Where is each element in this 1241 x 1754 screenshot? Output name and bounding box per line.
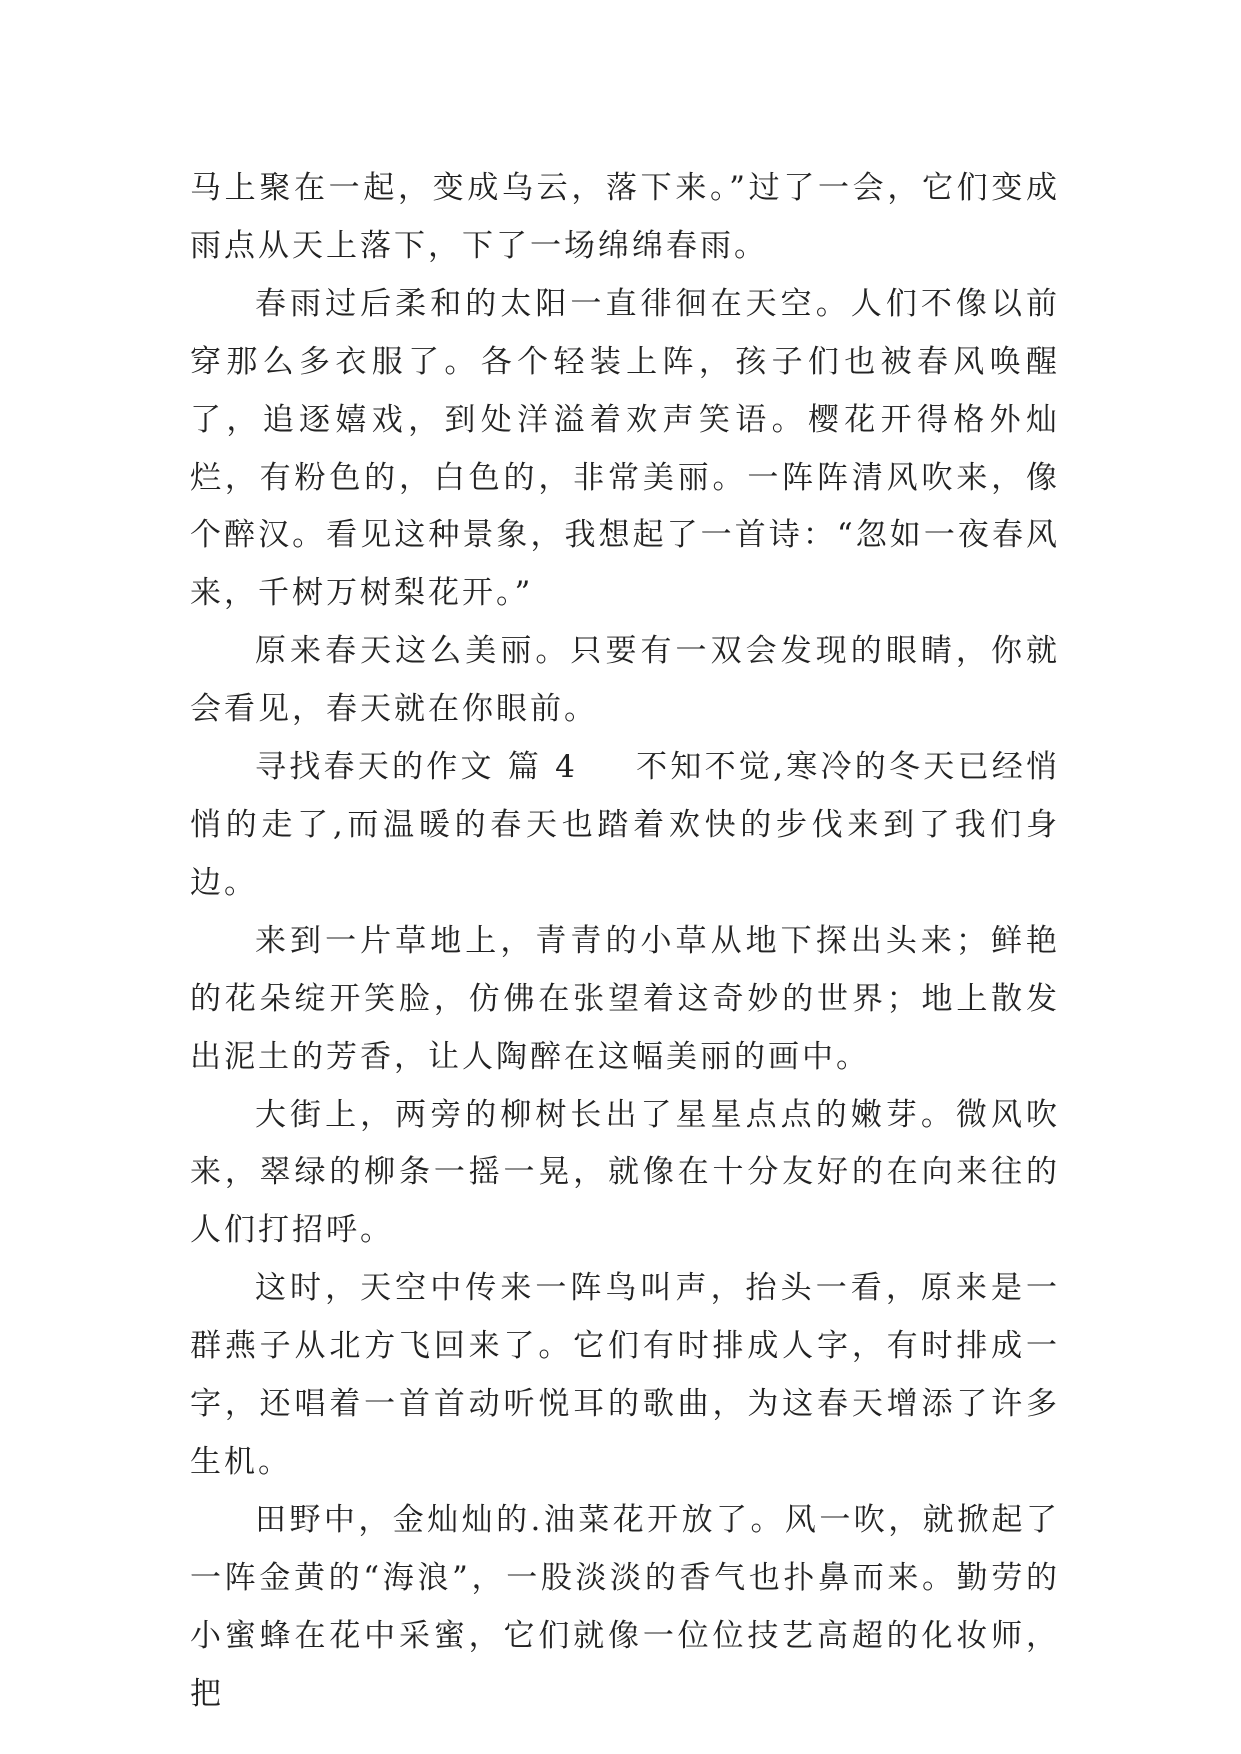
paragraph-3: 原来春天这么美丽。只要有一双会发现的眼睛，你就会看见，春天就在你眼前。	[190, 633, 1060, 728]
paragraph-6: 这时，天空中传来一阵鸟叫声，抬头一看，原来是一群燕子从北方飞回来了。它们有时排成人字，有时排成一字，还唱着一首首动听悦耳的歌曲，为这春天增添了许多生机。	[190, 1270, 1060, 1480]
paragraph-7: 田野中，金灿灿的.油菜花开放了。风一吹，就掀起了一阵金黄的“海浪”，一股淡淡的香气也扑鼻而来。勤劳的小蜜蜂在花中采蜜，它们就像一位位技艺高超的化妆师，把	[190, 1501, 1060, 1712]
section-intro: 不知不觉,寒冷的冬天已经悄悄的走了,而温暖的春天也踏着欢快的步伐来到了我们身边。	[190, 749, 1060, 901]
paragraph-2: 春雨过后柔和的太阳一直徘徊在天空。人们不像以前穿那么多衣服了。各个轻装上阵，孩子们也被春风唤醒了，追逐嬉戏，到处洋溢着欢声笑语。樱花开得格外灿烂，有粉色的，白色的，非常美丽。一阵阵清风吹来，像个醉汉。看见这种景象，我想起了一首诗：“忽如一夜春风来，千树万树梨花开。”	[190, 285, 1060, 612]
paragraph-5: 大街上，两旁的柳树长出了星星点点的嫩芽。微风吹来，翠绿的柳条一摇一晃，就像在十分友好的在向来往的人们打招呼。	[190, 1096, 1060, 1249]
paragraph-1: 马上聚在一起，变成乌云，落下来。”过了一会，它们变成雨点从天上落下，下了一场绵绵春雨。	[190, 170, 1060, 264]
section-paragraph	[190, 739, 1060, 913]
paragraph-4: 来到一片草地上，青青的小草从地下探出头来；鲜艳的花朵绽开笑脸，仿佛在张望着这奇妙的世界；地上散发出泥土的芳香，让人陶醉在这幅美丽的画中。	[190, 922, 1060, 1075]
section-heading: 寻找春天的作文 篇 4	[255, 749, 578, 786]
document-body	[190, 160, 1060, 1723]
